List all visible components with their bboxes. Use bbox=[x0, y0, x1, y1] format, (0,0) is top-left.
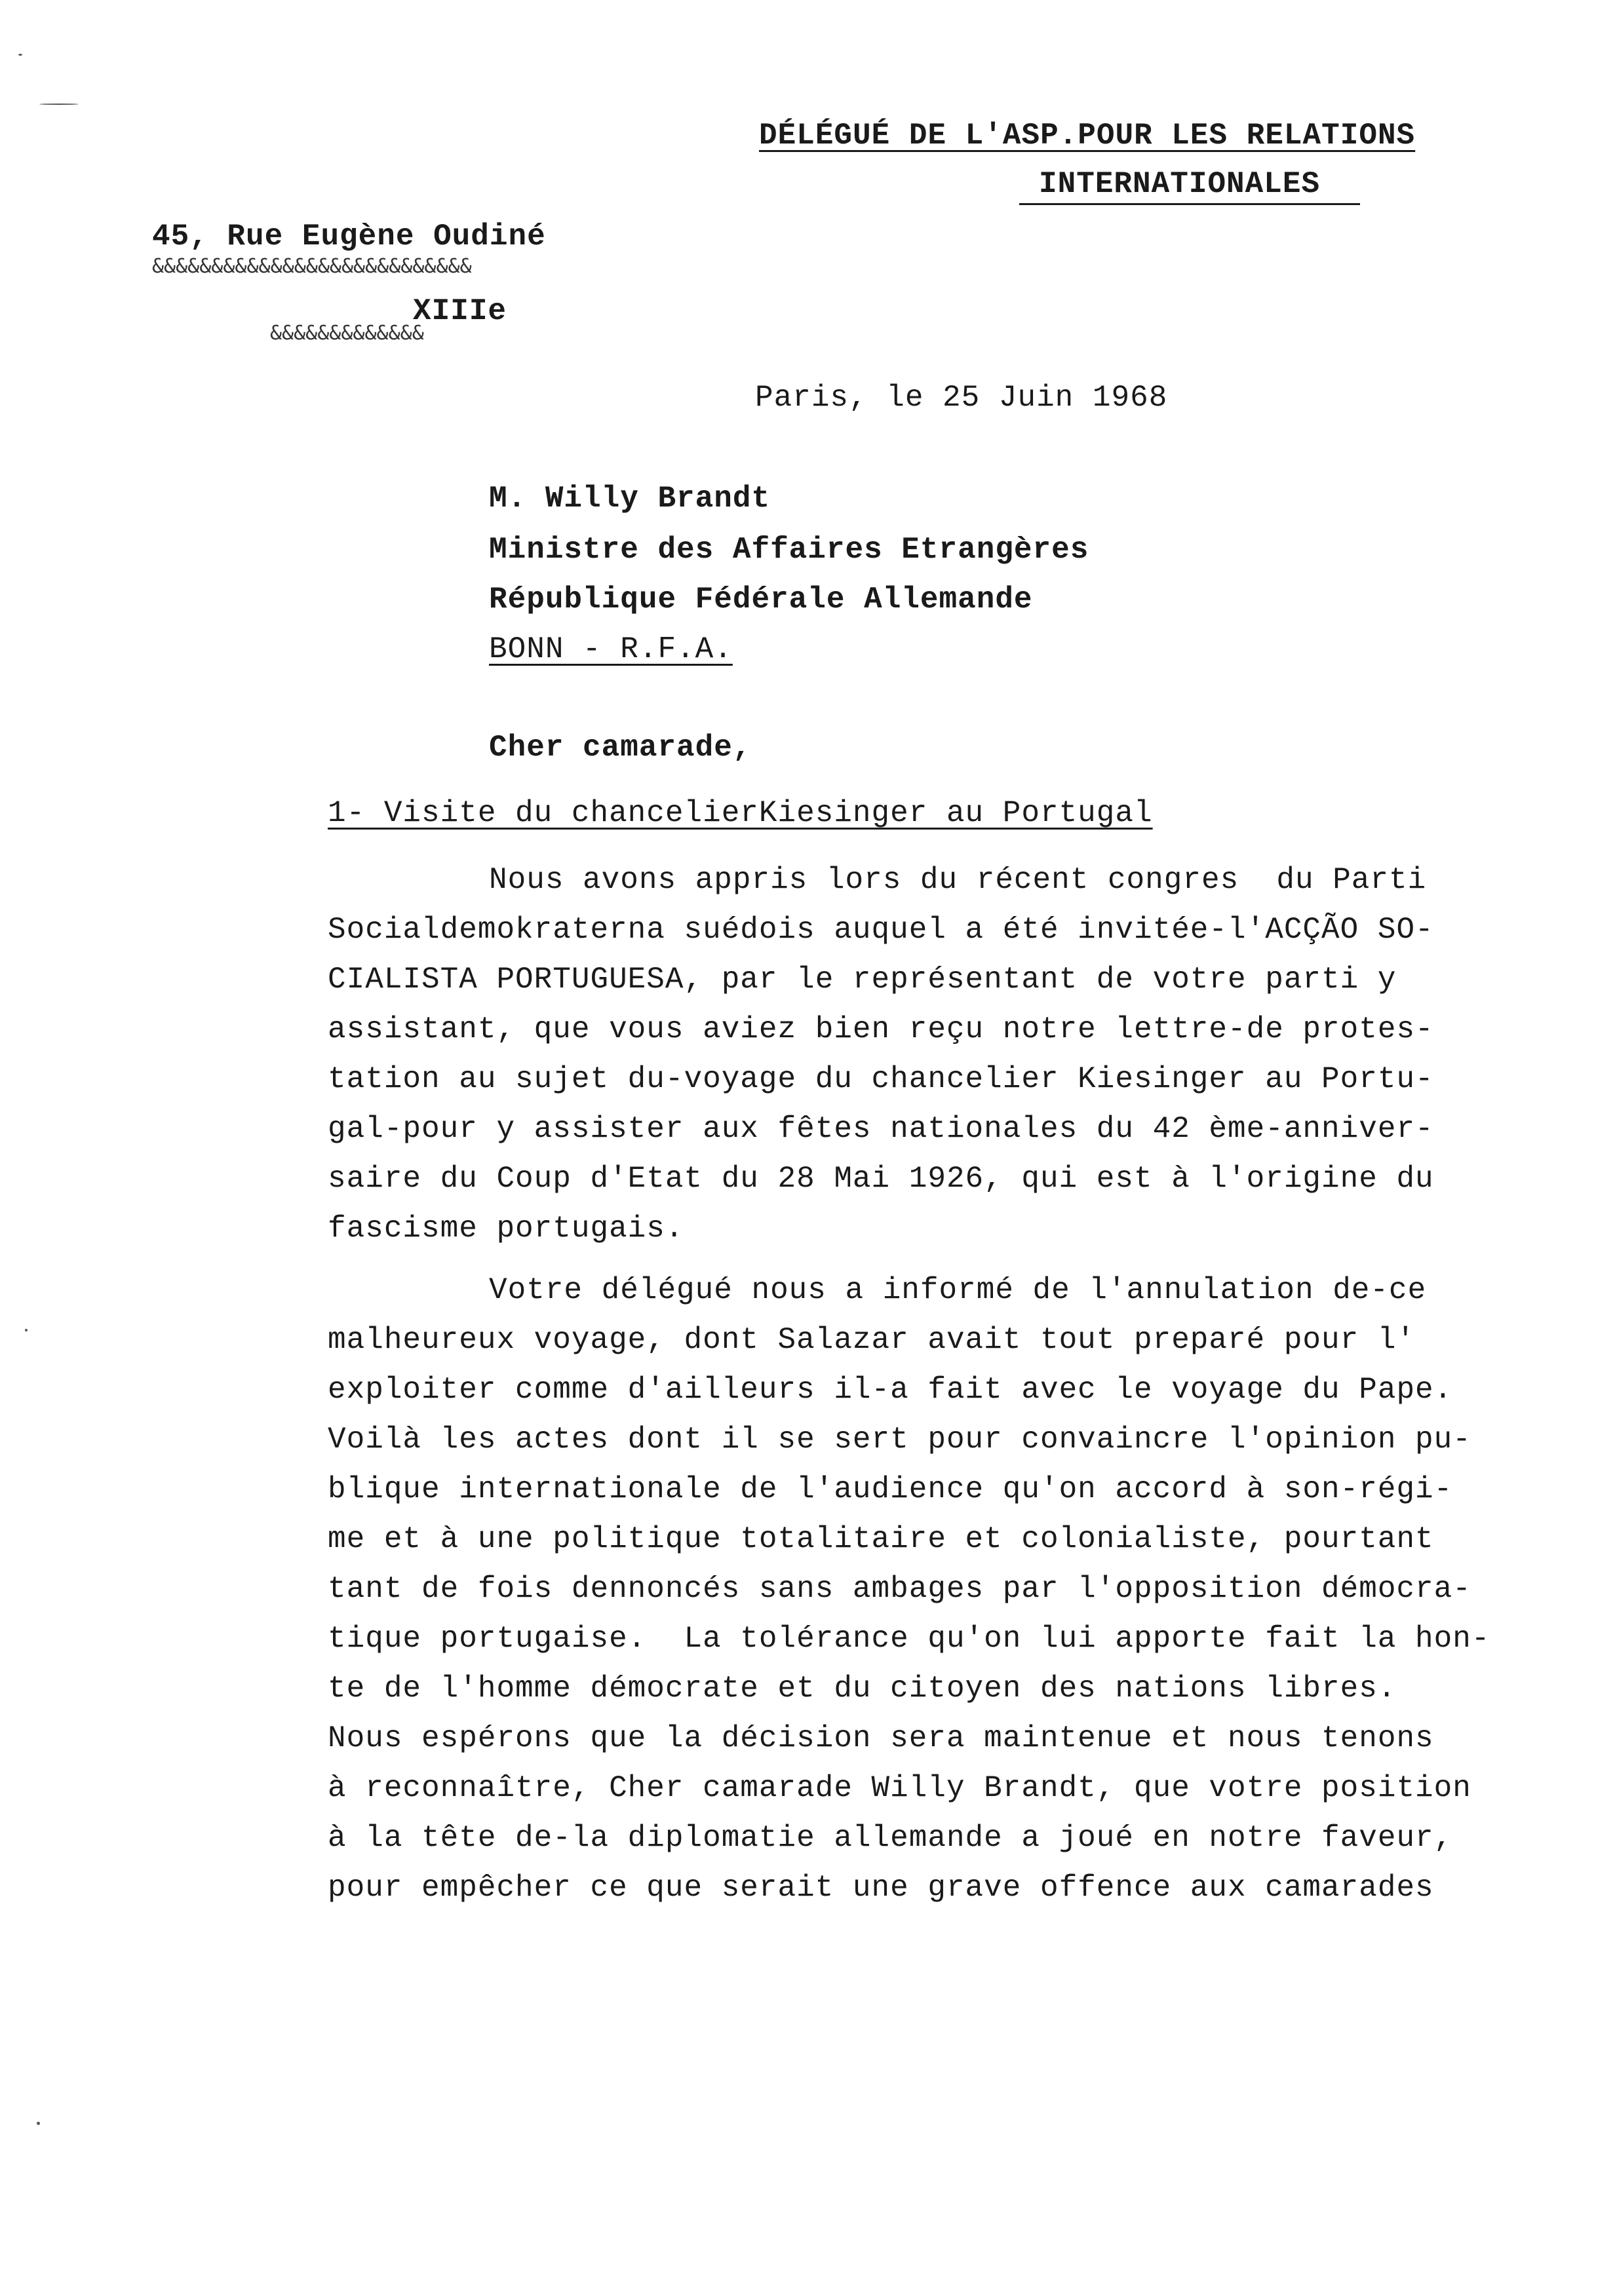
sender-strikeout-1: &&&&&&&&&&&&&&&&&&&&&&&&&&& bbox=[152, 255, 472, 278]
paragraph-2-line: me et à une politique totalitaire et colonialiste, pourtant bbox=[328, 1522, 1434, 1556]
letterhead-underline-2 bbox=[1019, 203, 1360, 205]
paragraph-2-line: te de l'homme démocrate et du citoyen des nations libres. bbox=[328, 1672, 1397, 1706]
recipient-country: République Fédérale Allemande bbox=[489, 583, 1033, 617]
paragraph-2-line: Nous espérons que la décision sera maintenue et nous tenons bbox=[328, 1721, 1434, 1755]
scan-speck bbox=[18, 54, 22, 56]
paragraph-1-line: Socialdemokraterna suédois auquel a été invitée-l'ACÇÃO SO- bbox=[328, 913, 1434, 947]
paragraph-1-line: tation au sujet du-voyage du chancelier Kiesinger au Portu- bbox=[328, 1062, 1434, 1096]
scan-speck bbox=[25, 1329, 28, 1331]
salutation: Cher camarade, bbox=[489, 731, 752, 765]
paragraph-2-line: à reconnaître, Cher camarade Willy Brandt, que votre position bbox=[328, 1771, 1471, 1805]
section-heading: 1- Visite du chancelierKiesinger au Portugal bbox=[328, 796, 1153, 830]
paragraph-1-line: Nous avons appris lors du récent congres du Parti bbox=[489, 863, 1427, 897]
paragraph-2-line: malheureux voyage, dont Salazar avait tout preparé pour l' bbox=[328, 1323, 1416, 1357]
recipient-city: BONN - R.F.A. bbox=[489, 632, 733, 666]
paragraph-2-line: Voilà les actes dont il se sert pour convaincre l'opinion pu- bbox=[328, 1423, 1471, 1457]
sender-strikeout-2: &&&&&&&&&&&&& bbox=[270, 322, 424, 345]
letterhead-line-2: INTERNATIONALES bbox=[1039, 167, 1321, 201]
paragraph-2-line: exploiter comme d'ailleurs il-a fait avec le voyage du Pape. bbox=[328, 1373, 1453, 1407]
paragraph-2-line: Votre délégué nous a informé de l'annulation de-ce bbox=[489, 1273, 1427, 1307]
letterhead-line-1: DÉLÉGUÉ DE L'ASP.POUR LES RELATIONS bbox=[759, 119, 1416, 153]
paragraph-1-line: gal-pour y assister aux fêtes nationales du 42 ème-anniver- bbox=[328, 1112, 1434, 1146]
paragraph-1-line: CIALISTA PORTUGUESA, par le représentant de votre parti y bbox=[328, 963, 1397, 997]
paragraph-1-line: fascisme portugais. bbox=[328, 1212, 684, 1246]
paragraph-2-line: pour empêcher ce que serait une grave offence aux camarades bbox=[328, 1871, 1434, 1905]
paragraph-2-line: à la tête de-la diplomatie allemande a joué en notre faveur, bbox=[328, 1821, 1453, 1855]
paragraph-1-line: assistant, que vous aviez bien reçu notre lettre-de protes- bbox=[328, 1012, 1434, 1046]
paragraph-2-line: blique internationale de l'audience qu'on accord à son-régi- bbox=[328, 1472, 1453, 1506]
sender-street: 45, Rue Eugène Oudiné bbox=[152, 220, 546, 254]
sender-arrondissement: XIIIe bbox=[413, 294, 507, 328]
letter-date: Paris, le 25 Juin 1968 bbox=[755, 381, 1168, 415]
paragraph-2-line: tique portugaise. La tolérance qu'on lui apporte fait la hon- bbox=[328, 1622, 1490, 1656]
recipient-title: Ministre des Affaires Etrangères bbox=[489, 533, 1089, 567]
recipient-name: M. Willy Brandt bbox=[489, 482, 771, 516]
scan-speck bbox=[39, 104, 79, 105]
paragraph-2-line: tant de fois dennoncés sans ambages par l'opposition démocra- bbox=[328, 1572, 1471, 1606]
paragraph-1-line: saire du Coup d'Etat du 28 Mai 1926, qui est à l'origine du bbox=[328, 1162, 1434, 1196]
scan-speck bbox=[37, 2122, 40, 2125]
